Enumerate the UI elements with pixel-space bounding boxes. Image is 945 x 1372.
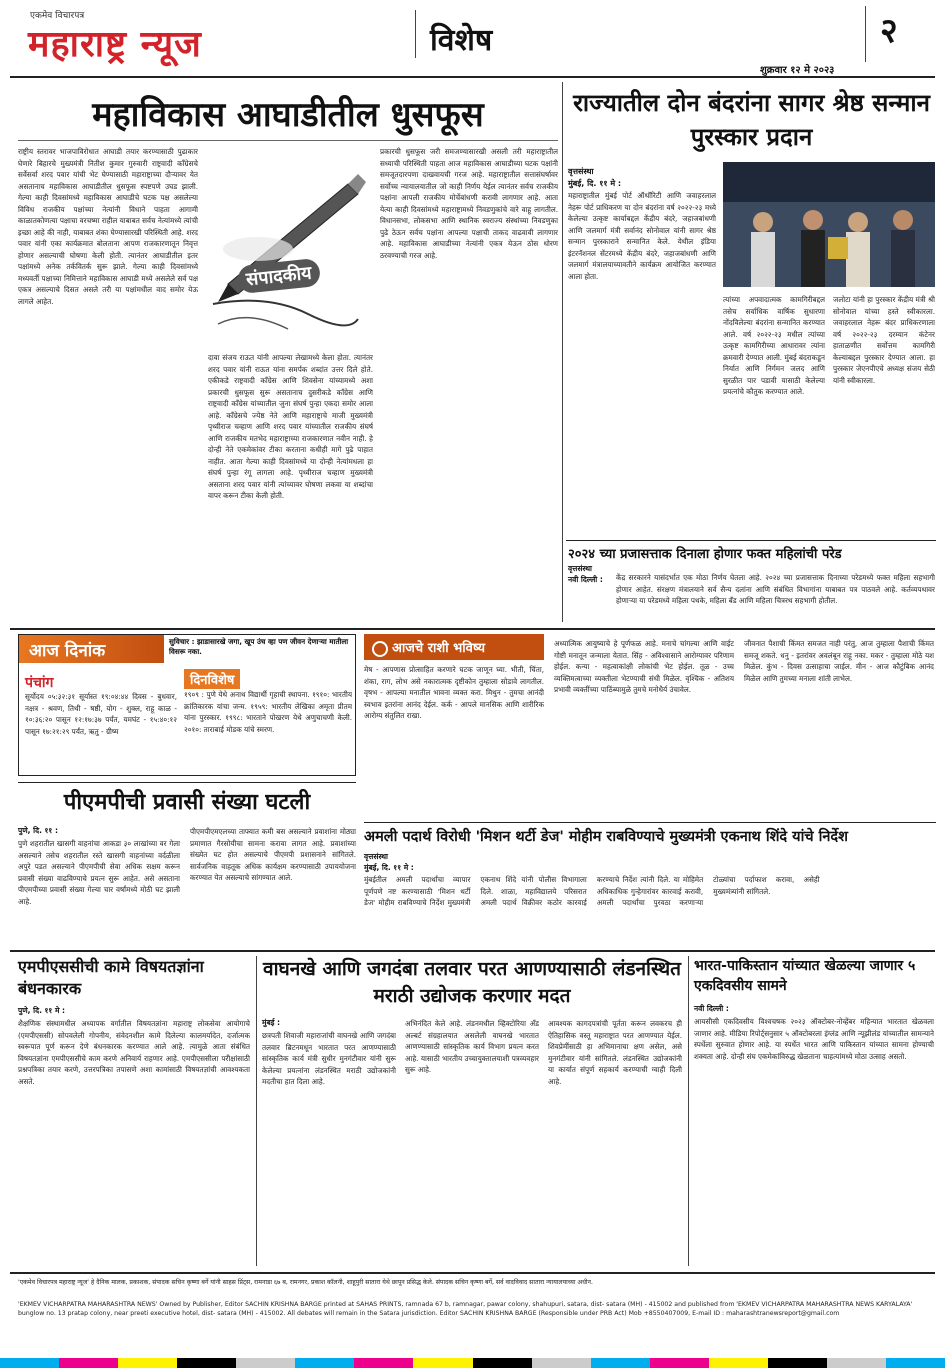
ports-article <box>568 82 935 537</box>
waghnakh-article <box>262 956 682 1266</box>
parade-top-rule <box>566 540 936 541</box>
pmpml-article <box>18 786 356 946</box>
editorial-section <box>18 82 558 622</box>
masthead-name: महाराष्ट्र न्यूज <box>28 24 202 65</box>
ports-place: मुंबई, दि. ११ मे : <box>568 179 622 188</box>
mpsc-headline: एमपीएससीची कामे विषयतज्ञांना बंधनकारक <box>18 957 204 998</box>
editorial-illustration-label: संपादकीय <box>237 258 321 294</box>
waghnakh-col-3: आवश्यक कागदपत्रांची पूर्तता करून लवकरच ही ऐतिहासिक वस्तू महाराष्ट्रात परत आणण्यात येईल. शिवप्रेमींसाठी हा अभिमानाचा क्षण असेल, असे मुनगंटीवार यांनी सांगितले. लंडनस्थित उद्योजकांनी या कार्यात संपूर्ण सहकार्य करण्याची ग्वाही दिली आहे. <box>548 1019 682 1086</box>
waghnakh-col-1: छत्रपती शिवाजी महाराजांची वाघनखे आणि जगदंबा तलवार ब्रिटनमधून भारतात परत आणण्यासाठी सांस्कृतिक कार्य मंत्री सुधीर मुनगंटीवार यांनी सुरू केलेल्या प्रयत्नांना लंडनस्थित मराठी उद्योजकांनी मदतीचा हात दिला आहे. <box>262 1031 396 1086</box>
editorial-divider <box>562 82 563 622</box>
parade-text: केंद्र सरकारने यासंदर्भात एक मोठा निर्णय घेतला आहे. २०२४ च्या प्रजासत्ताक दिनाच्या परेडमध्ये फक्त महिला सहभागी होणार आहेत. संरक्षण मंत्रालयाने सर्व सैन्य दलांना आणि संबंधित विभागांना याबाबत पत्र पाठवले आहे. कर्तव्यपथावर होणाऱ्या या परेडमध्ये महिला पथके, महिला बँड आणि महिला चित्ररथ सहभागी होतील. <box>616 573 935 605</box>
issue-date: शुक्रवार १२ मे २०२३ <box>760 65 835 76</box>
editorial-illustration <box>208 144 368 344</box>
mission-headline: अमली पदार्थ विरोधी 'मिशन थर्टी डेज' मोहीम राबविण्याचे मुख्यमंत्री एकनाथ शिंदे यांचे निर्देश <box>364 829 848 845</box>
waghnakh-col-2: अभिनंदित केले आहे. लंडनमधील व्हिक्टोरिया अँड अल्बर्ट संग्रहालयात असलेली वाघनखे भारतात आणण्यासाठी सांस्कृतिक कार्य विभाग प्रयत्न करत आहे. यासाठी भारतीय उच्चायुक्तालयाशी पत्रव्यवहार सुरू आहे. <box>405 1019 539 1074</box>
parade-headline: २०२४ च्या प्रजासत्ताक दिनाला होणार फक्त महिलांची परेड <box>568 547 842 562</box>
cricket-article <box>694 956 934 1266</box>
horoscope-col-2: अध्यात्मिक आयुष्याचे हे पूर्णफळ आहे. मनाचे चांगल्या आणि वाईट गोष्टी मनातून जन्माला येतात. सिंह - अविश्वासाने आरोग्यावर परिणाम होईल. कन्या - महत्वाकांक्षी लोकांची भेट होईल. तूळ - उच्च व्यक्तिमत्वाच्या व्यक्तीला भेटण्याची संधी मिळेल. वृश्चिक - अतिशय प्रभावी व्यक्तींच्या पाठिंब्यामुळे तुमचे मनोधैर्य उंचावेल. <box>554 639 734 694</box>
ports-col-1: महाराष्ट्रातील मुंबई पोर्ट ऑथॉरिटी आणि जवाहरलाल नेहरू पोर्ट प्राधिकरण या दोन बंदरांना वर्ष २०२२-२३ मध्ये केलेल्या उत्कृष्ट कार्याबद्दल केंद्रीय बंदरे, जहाजबांधणी आणि जलमार्ग मंत्री सर्वानंद सोनोवाल यांनी सागर श्रेष्ठ सन्मान पुरस्काराने सन्मानित केले. येथील इंडिया इंटरनॅशनल सेंटरमध्ये केंद्रीय बंदरे, जहाजबांधणी आणि जलमार्ग मंत्रालयाच्यावतीने कार्यक्रम आयोजित करण्यात आला होता. <box>568 191 716 281</box>
editorial-headline: महाविकास आघाडीतील धुसफूस <box>92 95 484 135</box>
footer-line-2: 'EKMEV VICHARPATRA MAHARASHTRA NEWS' Owned by Publisher, Editor SACHIN KRISHNA BARGE printed at SAHAS PRINTS, ramnada 67 b, ramnagar, pawar colony, shahupuri, satara, dist- satara (MH) - 415002 and published from 'EKMEV VICHARPATRA MAHARASHTRA NEWS KARYALAYA' bunglow no. 13 pratap colony, near preeti executive hotel, dist- satara (MH) - 415002. All debates will remain in the Satara jurisdiction. Editor SACHIN KRISHNA BARGE (Responsible under PRB Act) Mob +8550407009, E-mail ID : maharashtranewsreport@gmail.com <box>18 1301 913 1317</box>
mission-place: मुंबई, दि. ११ मे : <box>364 863 414 872</box>
horoscope-col-3: जीवनात पैशाची किंमत समजत नाही परंतु, आज तुम्हाला पैशाची किंमत समजू शकते. धनु - इतरांवर अवलंबून राहू नका. मकर - तुम्हाला मोठे यश मिळेल. कुंभ - दिवस उत्साहाचा जाईल. मीन - आज कौटुंबिक आनंद मिळेल आणि तुमच्या मनाला शांती लाभेल. <box>744 639 934 683</box>
parade-article <box>568 544 935 622</box>
pen-illustration-icon <box>208 144 368 344</box>
masthead-divider-right <box>865 6 866 62</box>
dinvishesh-text: १९०९ : पुणे येथे अनाथ विद्यार्थी गृहाची स्थापना. १९१०: भारतीय क्रांतिकारक यांचा जन्म. १९५९: भारतीय लेखिका अमृता प्रीतम यांना पुरस्कार. १९९८: भारताने पोखरण येथे अणुचाचणी केली. २०१०: ताराबाई मोडक यांचे स्मरण. <box>184 690 352 734</box>
mpsc-text: शैक्षणिक संस्थामधील अध्यापक वर्गातील विषयतज्ञांना महाराष्ट्र लोकसेवा आयोगाचे (एमपीएससी) सोपवलेली गोपनीय, संवेदनशील कामे दिलेल्या कालमर्यादेत, दर्जात्मक स्वरूपात पूर्ण करून देणे बंधनकारक करण्यात आले आहे. त्यामुळे आता संबंधित विषयतज्ञांना एमपीएससीचे काम करणे अनिवार्य राहणार आहे. एमपीएससीला परीक्षांसाठी प्रश्नपत्रिका तयार करणे, उत्तरपत्रिका तपासणे अशा कामांसाठी विषयतज्ञांची आवश्यकता असते. <box>18 1019 250 1086</box>
waghnakh-divider <box>688 956 689 1266</box>
cricket-place: नवी दिल्ली : <box>694 1004 729 1013</box>
ports-col-3: जलोटा यांनी हा पुरस्कार केंद्रीय मंत्री श्री सोनोवाल यांच्या हस्ते स्वीकारला. जवाहरलाल नेहरू बंदर प्राधिकरणाला वर्ष २०२२-२३ दरम्यान कंटेनर हाताळणीत सर्वोत्तम कामगिरी केल्याबद्दल पुरस्कार देण्यात आला. हा पुरस्कार जेएनपीएचे अध्यक्ष संजय सेठी यांनी स्वीकारला. <box>833 295 935 385</box>
pmpml-place: पुणे, दि. ११ : <box>18 826 58 835</box>
mission-top-rule <box>364 822 936 823</box>
pmpml-top-rule <box>18 782 356 783</box>
masthead-rule <box>10 76 935 78</box>
mid-rule-1 <box>10 628 935 630</box>
mpsc-divider <box>256 956 257 1266</box>
parade-dateline: वृत्तसंस्था <box>568 564 592 573</box>
horoscope-title <box>364 634 544 660</box>
mission-text: मुंबईतील अमली पदार्थांचा व्यापार पूर्णपणे नष्ट करण्यासाठी 'मिशन थर्टी डेज' मोहीम राबविण्याचे निर्देश मुख्यमंत्री एकनाथ शिंदे यांनी पोलीस विभागाला दिले. शाळा, महाविद्यालये परिसरात अमली पदार्थ विक्रीवर कठोर कारवाई करण्याचे निर्देश त्यांनी दिले. या मोहिमेत अधिकाधिक गुन्हेगारांवर कारवाई करावी, अमली पदार्थांचा पुरवठा करणाऱ्या टोळ्यांचा पर्दाफाश करावा, असेही मुख्यमंत्र्यांनी सांगितले. <box>364 875 820 907</box>
panchang-text: सूर्योदय ०५:३२:३१ सूर्यास्त १९:०४:४४ दिवस - बुधवार, नक्षत्र - श्रवण, तिथी - षष्ठी, योग - शुक्ल, राहू काळ - १०:३६:२० पासून १२:१७:३७ पर्यंत, यमघंट - १५:४०:१२ पासून १७:२१:२९ पर्यंत, ऋतु - ग्रीष्म <box>25 692 177 736</box>
ports-headline: राज्यातील दोन बंदरांना सागर श्रेष्ठ सन्मान पुरस्कार प्रदान <box>573 89 930 151</box>
waghnakh-place: मुंबई : <box>262 1018 281 1027</box>
masthead <box>0 0 945 76</box>
editorial-col-2: दावा संजय राऊत यांनी आपल्या लेखामध्ये केला होता. त्यानंतर शरद पवार यांनी राऊत यांना समर्पक शब्दांत उत्तर दिले होते. एकीकडे राष्ट्रवादी काँग्रेस आणि शिवसेना यांच्यामध्ये अशा प्रकारची धुसफूस सुरू असतानाच दुसरीकडे काँग्रेस आणि राष्ट्रवादी काँग्रेस यांच्यातील जुना संघर्ष पुन्हा एकदा समोर आला आहे. काँग्रेसचे ज्येष्ठ नेते आणि महाराष्ट्राचे माजी मुख्यमंत्री पृथ्वीराज चव्हाण आणि शरद पवार यांच्यातील राजकीय संघर्ष आणि राजकीय मतभेद महाराष्ट्राच्या राजकारणात नवीन नाही. हे दोन्ही नेते एकमेकांवर टीका करताना कधीही मागे पुढे पाहात नाहीत. आता गेल्या काही दिवसांमध्ये या दोन्ही नेत्यांमधला हा संघर्ष पुन्हा रंगू लागला आहे. पृथ्वीराज चव्हाण मुख्यमंत्री असताना शरद पवार यांनी त्यांच्यावर घोषणा लकवा या शब्दांचा वापर करून टीका केली होती. <box>208 353 373 500</box>
horoscope-title-text: आजचे राशी भविष्य <box>392 641 486 656</box>
waghnakh-headline: वाघनखे आणि जगदंबा तलवार परत आणण्यासाठी लंडनस्थित मराठी उद्योजक करणार मदत <box>263 958 681 1007</box>
mission-article <box>364 826 936 946</box>
mpsc-article <box>18 956 250 1266</box>
pmpml-col-1: पुणे शहरातील खासगी वाहनांचा आकडा ३० लाखांच्या वर गेला असल्याने तसेच शहरातील रस्ते खासगी वाहनांच्या वर्दळीला अपुरे पडत असल्याने पीएमपीची सेवा अधिक सक्षम करून प्रवासी संख्या वाढविण्याचे प्रयत्न सुरू आहेत. असे असताना पीएमपीच्या प्रवासी संख्या गेल्या चार वर्षांमध्ये मोठी घट झाली आहे. <box>18 839 180 906</box>
ports-photo <box>723 162 935 287</box>
pmpml-headline: पीएमपीची प्रवासी संख्या घटली <box>63 790 311 815</box>
aaj-dinank-thought: सुविचार : झाडासारखे जगा, खूप उंच व्हा पण जीवन देणाऱ्या मातीला विसरू नका. <box>169 637 349 656</box>
horoscope-box <box>364 634 936 818</box>
mpsc-place: पुणे, दि. ११ मे : <box>18 1006 66 1015</box>
cricket-text: आयसीसी एकदिवसीय विश्वचषक २०२३ ऑक्टोबर-नोव्हेंबर महिन्यात भारतात खेळवला जाणार आहे. मीडिया रिपोर्ट्सनुसार ५ ऑक्टोबरला इंग्लंड आणि न्यूझीलंड यांच्यातील सामन्याने स्पर्धेला सुरुवात होणार आहे. या स्पर्धेत भारत आणि पाकिस्तान यांच्यात सामना होण्याची शक्यता आहे. दोन्ही संघ एकमेकांविरुद्ध खेळताना चाहत्यांमध्ये मोठा उत्साह असतो. <box>694 1017 934 1061</box>
masthead-tagline: एकमेव विचारपत्र <box>30 11 85 21</box>
masthead-divider-left <box>415 10 416 58</box>
horoscope-col-1: मेष - आपणास प्रोत्साहित करणारे घटक जाणून घ्या. भीती, चिंता, शंका, राग, लोभ असे नकारात्मक दृष्टीकोन तुम्हाला सोडावे लागतील. वृषभ - आपल्या मनातील भावना व्यक्त करा. मिथुन - तुमचा आनंदी स्वभाव इतरांना आनंद देईल. कर्क - आपले मानसिक आणि शारीरिक आरोग्य संतुलित राखा. <box>364 665 544 720</box>
pmpml-col-2: पीएमपीएमएलच्या ताफ्यात कमी बस असल्याने प्रवाशांना मोठ्या प्रमाणात गैरसोयीचा सामना करावा लागत आहे. प्रवाशांच्या संख्येत घट होत असल्याचे पीएमपी प्रशासनाने सांगितले. सार्वजनिक वाहतूक अधिक कार्यक्षम करण्यासाठी उपाययोजना करण्यात येत असल्याचे सांगण्यात आले. <box>190 827 356 882</box>
section-title: विशेष <box>430 23 493 58</box>
parade-place: नवी दिल्ली : <box>568 575 603 584</box>
footer-rule <box>10 1272 935 1274</box>
cricket-headline: भारत-पाकिस्तान यांच्यात खेळल्या जाणार ५ एकदिवसीय सामने <box>694 958 916 994</box>
footer-line-1: 'एकमेव विचारपत्र महाराष्ट्र न्यूज' हे दैनिक मालक, प्रकाशक, संपादक सचिन कृष्णा बर्गे यांनी साहस प्रिंट्स, रामनाडा ६७ ब, रामनगर, प्रकाश कॉलनी, शाहूपुरी सातारा येथे छापून प्रसिद्ध केले. संपादक सचिन कृष्णा बर्गे, सर्व वादविवाद सातारा न्यायालयाच्या अधीन. <box>18 1279 593 1286</box>
ports-dateline: वृत्तसंस्था <box>568 167 594 176</box>
dinvishesh-title: दिनविशेष <box>184 669 240 689</box>
award-ceremony-photo-icon <box>723 162 935 287</box>
zodiac-wheel-icon <box>372 641 388 657</box>
mid-rule-2 <box>10 950 935 952</box>
mission-dateline: वृत्तसंस्था <box>364 852 388 861</box>
aaj-dinank-title: आज दिनांक <box>19 635 164 663</box>
aaj-dinank-box <box>18 634 356 776</box>
editorial-col-3: प्रकारची धुसफूस जरी समजण्यासारखी असली तरी महाराष्ट्रातील सध्याची परिस्थिती पाहता आज महाविकास आघाडीच्या घटक पक्षांनी समजूतदारपणा दाखवायची गरज आहे. महाराष्ट्रातील सत्तासंघर्षावर सर्वोच्च न्यायालयातील जो काही निर्णय येईल त्यानंतर सर्वच राजकीय पक्षांना आपली राजकीय मोर्चेबांधणी करावी लागणार आहे. आता येत्या काही दिवसांमध्ये महाराष्ट्रामध्ये निवडणुकांचे वारे वाहू लागतील. विधानसभा, लोकसभा आणि स्थानिक स्वराज्य संस्थांच्या निवडणुका पुढे ठेऊन सर्वच पक्षांना आपल्या पक्षाची ताकद वाढवावी लागणार आहे. महाविकास आघाडीच्या नेत्यांनी एकत्र येऊन ठोस धोरण ठरवण्याची गरज आहे. <box>380 147 558 260</box>
editorial-col-1: राष्ट्रीय स्तरावर भाजपाविरोधात आघाडी तयार करण्यासाठी पुढाकार घेणारे बिहारचे मुख्यमंत्री नितीश कुमार गुरुवारी राष्ट्रवादी काँग्रेसचे सर्वेसर्वा शरद पवार यांची भेट घेण्यासाठी महाराष्ट्राच्या दौऱ्यावर येत असतानाच महाविकास आघाडीतील धुसफूस स्पष्टपणे उघड झाली. गेल्या काही दिवसांमध्ये महाविकास आघाडीचे घटक पक्ष असलेल्या विविध राजकीय पक्षांच्या नेत्यांनी विधाने पाहता आगामी काळातकोणत्या पक्षाचा वरचष्मा राहील याबाबत सर्वच नेत्यांमध्ये त्यांची इच्छा आहे की नाही, याबाबत शंका घेण्यासारखी परिस्थिती आहे. शरद पवार यांनी एका कार्यक्रमात बोलताना आपण राजकारणातून निवृत्त होणार असल्याची घोषणा केली होती. त्यानंतर आघाडीतील इतर पक्षांमध्ये अनेक तर्कवितर्क सुरू झाले. गेल्या काही दिवसांमध्ये मध्यवर्ती पक्षाच्या निमित्ताने महाविकास आघाडी मध्ये असलेले सर्व पक्ष एकत्र असल्याचे दिसत असले तरी या पक्षांमधील वाद समोर येऊ लागले आहेत. <box>18 147 198 306</box>
page-number: २ <box>880 11 898 51</box>
panchang-label: पंचांग <box>25 675 54 691</box>
print-registration-bar <box>0 1358 945 1368</box>
editorial-headline-rule <box>18 140 558 141</box>
ports-col-2: त्यांच्या अपवादात्मक कामगिरीबद्दल तसेच सर्वाधिक वार्षिक सुधारणा नोंदविलेल्या बंदरांना सन्मानित करण्यात आले. वर्ष २०२२-२३ मधील त्यांच्या उत्कृष्ट कामगिरीच्या आधारावर त्यांना क्रमवारी देण्यात आली. मुंबई बंदराकडून निर्यात आणि निर्गमन जलद आणि सुरळीत पार पडावी यासाठी केलेल्या प्रयत्नांचे कौतुक करण्यात आले. <box>723 295 825 396</box>
